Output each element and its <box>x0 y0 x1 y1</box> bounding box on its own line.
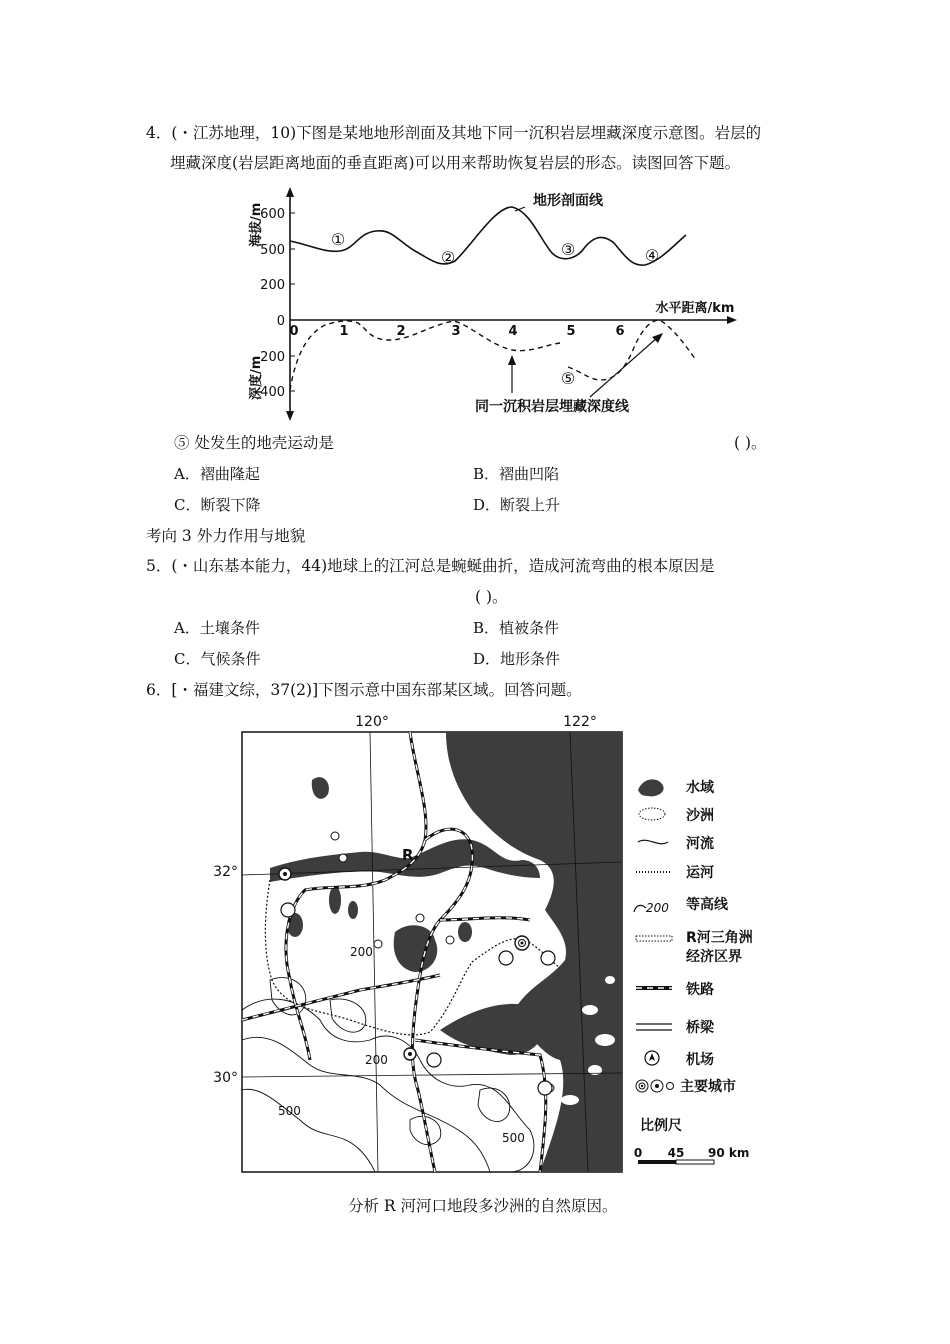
x-tick-6: 6 <box>615 324 625 339</box>
x-tick-5: 5 <box>566 324 576 339</box>
lat-label-32: 32° <box>213 864 238 880</box>
legend-railway: 铁路 <box>686 982 714 998</box>
q4-option-d[interactable]: D．断裂上升 <box>473 496 561 514</box>
contour-label-500-east: 500 <box>502 1131 525 1145</box>
x-axis-title: 水平距离/km <box>655 301 735 316</box>
rock-layer-label: 同一沉积岩层埋藏深度线 <box>475 399 629 415</box>
legend-water: 水域 <box>686 780 714 796</box>
marker-2: ② <box>440 248 456 267</box>
lon-label-122: 122° <box>563 714 597 730</box>
contour-label-500-west: 500 <box>278 1104 301 1118</box>
legend-sandbar-icon <box>639 808 665 820</box>
q5-option-a[interactable]: A．土壤条件 <box>174 619 260 637</box>
x-tick-4: 4 <box>508 324 518 339</box>
scale-title: 比例尺 <box>640 1118 682 1134</box>
q4-option-c[interactable]: C．断裂下降 <box>174 496 261 514</box>
legend-canal: 运河 <box>686 865 714 881</box>
x-tick-0: 0 <box>289 324 299 339</box>
legend-delta-boundary-icon <box>636 936 672 941</box>
scale-tick-45: 45 <box>667 1146 685 1160</box>
elev-tick-200: 200 <box>260 278 285 293</box>
x-tick-3: 3 <box>451 324 461 339</box>
y-axis-title-elevation: 海拔/m <box>249 202 264 247</box>
section-heading: 考向 3 外力作用与地貌 <box>146 527 306 545</box>
q5-option-b[interactable]: B．植被条件 <box>473 619 560 637</box>
q5-option-c[interactable]: C．气候条件 <box>174 650 261 668</box>
legend-major-city: 主要城市 <box>680 1079 736 1095</box>
y-axis-arrow-up <box>286 187 294 197</box>
q4-stem: ⑤ 处发生的地壳运动是 <box>174 434 334 452</box>
elev-tick-0: 0 <box>276 314 285 329</box>
contour-label-200-south: 200 <box>365 1053 388 1067</box>
scale-tick-90: 90 km <box>708 1146 750 1160</box>
terrain-profile-figure <box>240 185 740 425</box>
lat-label-30: 30° <box>213 1070 238 1086</box>
legend-contour: 等高线 <box>686 897 728 913</box>
q4-answer-bracket: ( )。 <box>734 434 767 452</box>
legend-river-icon <box>638 840 668 843</box>
map-frame <box>242 732 622 1172</box>
q5-stem: 5．(・山东基本能力，44)地球上的江河总是蜿蜒曲折，造成河流弯曲的根本原因是 <box>146 557 715 575</box>
terrain-profile-line <box>290 207 686 265</box>
legend-delta: R河三角洲 <box>686 930 753 946</box>
terrain-profile-label: 地形剖面线 <box>533 193 603 209</box>
scale-bar-segment-1 <box>638 1160 676 1164</box>
q4-option-b[interactable]: B．褶曲凹陷 <box>473 465 560 483</box>
map-legend <box>634 779 753 1164</box>
scale-bar-segment-2 <box>676 1160 714 1164</box>
legend-bridge: 桥梁 <box>686 1020 714 1036</box>
q4-option-a[interactable]: A．褶曲隆起 <box>174 465 260 483</box>
scale-tick-0: 0 <box>633 1146 643 1160</box>
x-axis-arrow <box>727 316 737 324</box>
legend-city-icon <box>636 1080 674 1092</box>
elev-tick-600: 600 <box>260 207 285 222</box>
q4-stem-line1: 4．(・江苏地理，10)下图是某地地形剖面及其地下同一沉积岩层埋藏深度示意图。岩层的 <box>146 124 762 142</box>
legend-river: 河流 <box>686 836 714 852</box>
marker-4: ④ <box>644 246 660 265</box>
region-map <box>210 710 770 1180</box>
river-label-r: R <box>402 846 414 864</box>
lon-label-120: 120° <box>355 714 389 730</box>
marker-1: ① <box>330 230 346 249</box>
legend-water-icon <box>638 779 664 796</box>
q5-answer-bracket: ( )。 <box>475 588 508 606</box>
q5-option-d[interactable]: D．地形条件 <box>473 650 561 668</box>
q6-stem: 6．[・福建文综，37(2)]下图示意中国东部某区域。回答问题。 <box>146 681 582 699</box>
rock-layer-depth-line-faulted <box>568 320 696 380</box>
depth-tick-200: 200 <box>260 350 285 365</box>
x-tick-1: 1 <box>339 324 349 339</box>
y-axis-title-depth: 深度/m <box>249 355 264 400</box>
legend-contour-value: 200 <box>646 901 669 915</box>
contour-label-200-north: 200 <box>350 945 373 959</box>
legend-airport: 机场 <box>686 1052 714 1068</box>
x-tick-2: 2 <box>396 324 406 339</box>
y-axis-arrow-down <box>286 411 294 421</box>
rock-layer-depth-line <box>290 321 560 390</box>
legend-econ-zone: 经济区界 <box>686 949 742 965</box>
elev-tick-500: 500 <box>260 243 285 258</box>
marker-3: ③ <box>560 240 576 259</box>
legend-sandbar: 沙洲 <box>686 808 714 824</box>
marker-5: ⑤ <box>560 369 576 388</box>
q4-stem-line2: 埋藏深度(岩层距离地面的垂直距离)可以用来帮助恢复岩层的形态。读图回答下题。 <box>170 154 741 172</box>
depth-tick-400: 400 <box>260 385 285 400</box>
q6-question: 分析 R 河河口地段多沙洲的自然原因。 <box>348 1197 618 1215</box>
